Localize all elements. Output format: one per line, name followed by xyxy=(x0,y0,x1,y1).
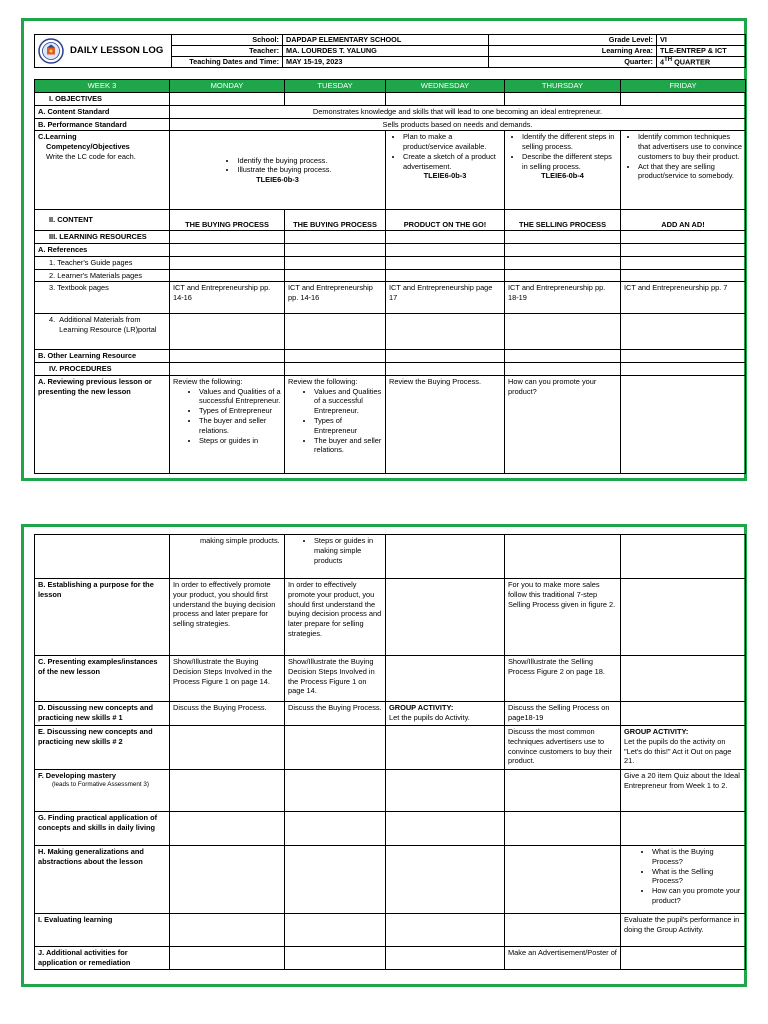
competency-mon-tue xyxy=(170,131,386,210)
content-heading: II. CONTENT xyxy=(35,210,170,231)
procedure-c-label: C. Presenting examples/instances of the new lesson xyxy=(35,656,170,702)
school-value: DAPDAP ELEMENTARY SCHOOL xyxy=(283,35,489,46)
procedure-a-mon-cont: making simple products. xyxy=(170,535,285,579)
deped-seal-icon xyxy=(38,38,64,64)
thursday-header: THURSDAY xyxy=(505,80,621,93)
friday-header: FRIDAY xyxy=(621,80,746,93)
performance-standard-label: B. Performance Standard xyxy=(35,118,170,131)
textbook-thu: ICT and Entrepreneurship pp. 18-19 xyxy=(505,282,621,314)
school-label: School: xyxy=(172,35,283,46)
procedure-g-label: G. Finding practical application of concepts and skills in daily living xyxy=(35,812,170,846)
learners-materials-label: 2. Learner's Materials pages xyxy=(35,269,170,282)
resources-heading: III. LEARNING RESOURCES xyxy=(35,231,170,244)
grade-label: Grade Level: xyxy=(489,35,657,46)
procedure-b-thu: For you to make more sales follow this traditional 7-step Selling Process given in figure 2. xyxy=(505,579,621,656)
list-item: • Values and Qualities of a successful Entrepreneur. xyxy=(314,387,382,416)
list-item: • Steps or guides in xyxy=(199,436,281,446)
procedure-i-fri: Evaluate the pupil's performance in doing the Group Activity. xyxy=(621,914,746,947)
lc-code: TLEIE6-0b-3 xyxy=(423,171,467,181)
list-item: • The buyer and seller relations. xyxy=(314,436,382,456)
content-tue: THE BUYING PROCESS xyxy=(285,210,386,231)
procedure-e-label: E. Discussing new concepts and practicing new skills # 2 xyxy=(35,726,170,770)
content-wed: PRODUCT ON THE GO! xyxy=(386,210,505,231)
procedure-e-thu: Discuss the most common techniques advertisers use to convince customers to buy their product. xyxy=(505,726,621,770)
performance-standard-text: Sells products based on needs and demands. xyxy=(170,118,746,131)
area-value: TLE-ENTREP & ICT xyxy=(657,46,746,57)
procedure-a-label: A. Reviewing previous lesson or presenting the new lesson xyxy=(35,375,170,473)
teacher-value: MA. LOURDES T. YALUNG xyxy=(283,46,489,57)
procedure-a-wed: Review the Buying Process. xyxy=(386,375,505,473)
dates-label: Teaching Dates and Time: xyxy=(172,57,283,68)
content-standard-label: A. Content Standard xyxy=(35,105,170,118)
content-mon: THE BUYING PROCESS xyxy=(170,210,285,231)
day-header-row xyxy=(35,80,746,93)
competency-thu xyxy=(505,131,621,210)
procedure-i-label: I. Evaluating learning xyxy=(35,914,170,947)
procedure-f-fri: Give a 20 item Quiz about the Ideal Entrepreneur from Week 1 to 2. xyxy=(621,770,746,812)
wednesday-header: WEDNESDAY xyxy=(386,80,505,93)
grade-value: VI xyxy=(657,35,746,46)
header-table xyxy=(34,34,746,68)
procedure-c-thu: Show/Illustrate the Selling Process Figure 2 on page 18. xyxy=(505,656,621,702)
list-item: • What is the Selling Process? xyxy=(652,867,742,887)
content-standard-text: Demonstrates knowledge and skills that will lead to one becoming an ideal entrepreneur. xyxy=(170,105,746,118)
procedure-d-label: D. Discussing new concepts and practicing new skills # 1 xyxy=(35,702,170,726)
procedure-d-thu: Discuss the Selling Process on page18-19 xyxy=(505,702,621,726)
list-item: • Identify the buying process. xyxy=(237,156,331,166)
procedure-b-tue: In order to effectively promote your product, you should first understand the buying decision process and later prepare for selling strategies. xyxy=(285,579,386,656)
list-item: • Identify common techniques that advertisers use to convince customers to buy their product. xyxy=(638,132,742,161)
procedure-h-label: H. Making generalizations and abstractions about the lesson xyxy=(35,846,170,914)
list-item: • Types of Entrepreneur xyxy=(199,406,281,416)
procedure-e-fri: GROUP ACTIVITY: Let the pupils do the activity on "Let's do this!" Act it Out on page 21. xyxy=(621,726,746,770)
area-label: Learning Area: xyxy=(489,46,657,57)
lesson-table-page2 xyxy=(34,534,746,970)
list-item: • Plan to make a product/service available. xyxy=(403,132,501,152)
list-item: • Values and Qualities of a successful Entrepreneur. xyxy=(199,387,281,407)
references-label: A. References xyxy=(35,244,170,257)
content-fri: ADD AN AD! xyxy=(621,210,746,231)
content-thu: THE SELLING PROCESS xyxy=(505,210,621,231)
list-item: • Steps or guides in making simple products xyxy=(314,536,382,565)
competency-wed xyxy=(386,131,505,210)
list-item: • The buyer and seller relations. xyxy=(199,416,281,436)
lesson-table-page1 xyxy=(34,79,746,474)
procedure-a-mon: Review the following: • Values and Qualities of a successful Entrepreneur. • Types of Entrepreneur • The buyer and seller relations. • Steps or guides in xyxy=(170,375,285,473)
quarter-label: Quarter: xyxy=(489,57,657,68)
procedure-h-fri xyxy=(621,846,746,914)
textbook-tue: ICT and Entrepreneurship pp. 14-16 xyxy=(285,282,386,314)
list-item: • Create a sketch of a product advertisement. xyxy=(403,152,501,172)
procedure-a-tue-cont xyxy=(285,535,386,579)
competency-label: C.Learning Competency/Objectives Write the LC code for each. xyxy=(35,131,170,210)
list-item: • Identify the different steps in selling process. xyxy=(522,132,617,152)
list-item: • Illustrate the buying process. xyxy=(237,165,331,175)
procedure-a-tue: Review the following: • Values and Qualities of a successful Entrepreneur. • Types of Entrepreneur • The buyer and seller relations. xyxy=(285,375,386,473)
list-item: • Types of Entrepreneur xyxy=(314,416,382,436)
procedure-d-wed: GROUP ACTIVITY: Let the pupils do Activity. xyxy=(386,702,505,726)
tuesday-header: TUESDAY xyxy=(285,80,386,93)
quarter-value: 4TH QUARTER xyxy=(657,57,746,68)
textbook-label: 3. Textbook pages xyxy=(35,282,170,314)
teacher-label: Teacher: xyxy=(172,46,283,57)
page-two xyxy=(21,524,747,987)
monday-header: MONDAY xyxy=(170,80,285,93)
page-one xyxy=(21,18,747,481)
textbook-fri: ICT and Entrepreneurship pp. 7 xyxy=(621,282,746,314)
competency-fri xyxy=(621,131,746,210)
list-item: • How can you promote your product? xyxy=(652,886,742,906)
list-item: • Act that they are selling product/service to somebody. xyxy=(638,162,742,182)
list-item: • What is the Buying Process? xyxy=(652,847,742,867)
lc-code: TLEIE6-0b-4 xyxy=(541,171,584,181)
procedure-b-label: B. Establishing a purpose for the lesson xyxy=(35,579,170,656)
procedure-d-tue: Discuss the Buying Process. xyxy=(285,702,386,726)
procedure-j-label: J. Additional activities for application or remediation xyxy=(35,947,170,970)
document-title: DAILY LESSON LOG xyxy=(70,44,164,56)
textbook-mon: ICT and Entrepreneurship pp. 14-16 xyxy=(170,282,285,314)
procedure-j-thu: Make an Advertisement/Poster of xyxy=(505,947,621,970)
week-header: WEEK 3 xyxy=(35,80,170,93)
procedure-f-label: F. Developing mastery (leads to Formative Assessment 3) xyxy=(35,770,170,812)
objectives-heading: I. OBJECTIVES xyxy=(35,93,170,106)
other-resource-label: B. Other Learning Resource xyxy=(35,350,170,363)
lc-code: TLEIE6-0b-3 xyxy=(256,175,299,185)
competency-row xyxy=(35,131,746,210)
procedure-b-mon: In order to effectively promote your product, you should first understand the buying decision process and later prepare for selling strategies. xyxy=(170,579,285,656)
additional-materials-label: 4. Additional Materials from Learning Resource (LR)portal xyxy=(35,314,170,350)
procedure-d-mon: Discuss the Buying Process. xyxy=(170,702,285,726)
procedure-c-tue: Show/Illustrate the Buying Decision Steps Involved in the Process Figure 1 on page 14. xyxy=(285,656,386,702)
header-logo-cell xyxy=(35,35,172,68)
dates-value: MAY 15-19, 2023 xyxy=(283,57,489,68)
procedure-a-thu: How can you promote your product? xyxy=(505,375,621,473)
procedures-heading: IV. PROCEDURES xyxy=(35,363,170,376)
textbook-wed: ICT and Entrepreneurship page 17 xyxy=(386,282,505,314)
list-item: • Describe the different steps in selling process. xyxy=(522,152,617,172)
teachers-guide-label: 1. Teacher's Guide pages xyxy=(35,256,170,269)
procedure-c-mon: Show/Illustrate the Buying Decision Steps Involved in the Process Figure 1 on page 14. xyxy=(170,656,285,702)
